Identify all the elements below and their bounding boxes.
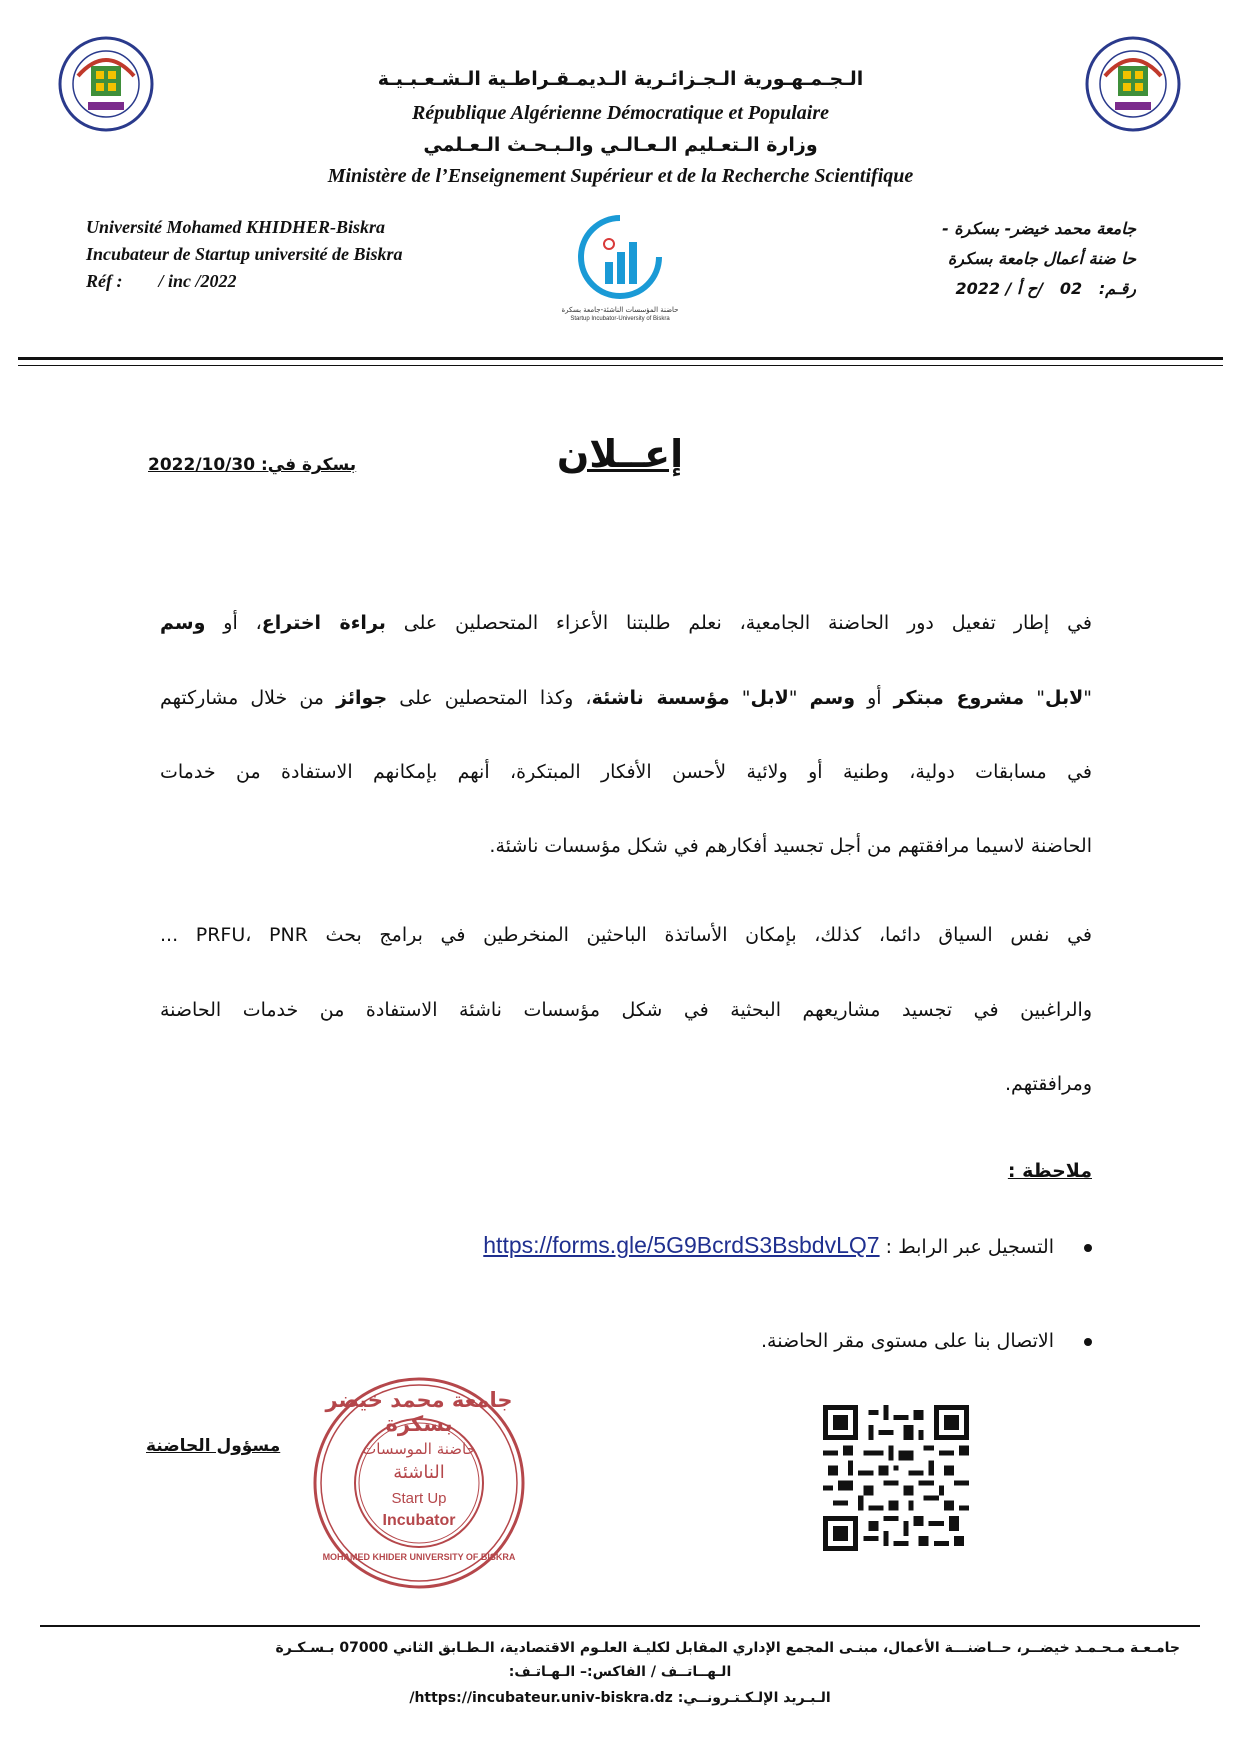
university-name-arabic: جامعة محمد خيضر- بسكرة - bbox=[942, 219, 1136, 238]
paragraph1-line3: في مسابقات دولية، وطنية أو ولائية لأحسن الأفكار المبتكرة، أنهم بإمكانهم الاستفادة من خدمات bbox=[160, 761, 1092, 783]
bullet-dot-icon bbox=[1084, 1244, 1092, 1252]
bullet-contact bbox=[761, 1330, 1092, 1352]
incubator-logo bbox=[548, 212, 692, 323]
header-divider-thick bbox=[18, 357, 1223, 360]
stamp-ring-text-arabic: جامعة محمد خيضر بسكرة bbox=[325, 1388, 513, 1436]
university-block-french bbox=[86, 214, 403, 295]
ministry-arabic: وزارة الـتعـليم الـعـالـي والـبـحـث الـعـلمي bbox=[423, 134, 818, 156]
incubator-name-arabic: حا ضنة أعمال جامعة بسكرة bbox=[947, 249, 1136, 268]
paragraph1-line4: الحاضنة لاسيما مرافقتهم من أجل تجسيد أفكارهم في شكل مؤسسات ناشئة. bbox=[489, 835, 1092, 857]
stamp-center-arabic-1: حاضنة الموسسات bbox=[362, 1440, 476, 1458]
reference-arabic: رقـم: 02 /ح أ / 2022 bbox=[955, 279, 1136, 298]
stamp-ring-text-english: MOHAMED KHIDER UNIVERSITY OF BISKRA bbox=[322, 1552, 516, 1562]
qr-code-icon bbox=[823, 1405, 969, 1551]
university-block-arabic bbox=[816, 214, 1136, 304]
incubator-logo-icon bbox=[575, 212, 665, 302]
paragraph2-line1: في نفس السياق دائما، كذلك، بإمكان الأساتذة الباحثين المنخرطين في برامج بحث PRFU، PNR ... bbox=[160, 924, 1092, 946]
footer-email-website: الـبـريد الإلـكـتـرونــي: https://incubateur.univ-biskra.dz/ bbox=[409, 1690, 831, 1706]
footer-address: جامـعـة مـحـمـد خيضــر، حــاضنـــة الأعمال، مبنـى المجمع الإداري المقابل لكليـة العلـوم الاقتصادية، الـطـابق الثاني 07000 بـسـكـرة bbox=[275, 1640, 1180, 1656]
paragraph1-line2: "لابل" مشروع مبتكر أو وسم "لابل" مؤسسة ناشئة، وكذا المتحصلين على جوائز من خلال مشاركتهم bbox=[160, 687, 1092, 709]
announcement-date: بسكرة في: 2022/10/30 bbox=[148, 455, 357, 475]
footer-phone-fax: الـهــاتــف / الفاكس:– الـهـاتـف: bbox=[508, 1664, 732, 1680]
announcement-title: إعــلان bbox=[556, 432, 684, 476]
note-label: ملاحظة : bbox=[1007, 1160, 1092, 1182]
contact-text: الاتصال بنا على مستوى مقر الحاضنة. bbox=[761, 1330, 1054, 1352]
paragraph2-line3: ومرافقتهم. bbox=[1005, 1073, 1092, 1095]
bullet-dot-icon bbox=[1084, 1338, 1092, 1346]
signature-label: مسؤول الحاضنة bbox=[146, 1436, 281, 1456]
register-text: التسجيل عبر الرابط : bbox=[885, 1236, 1054, 1258]
logo-caption-english: Startup Incubator-University of Biskra bbox=[570, 316, 670, 322]
header-divider-thin bbox=[18, 365, 1223, 366]
stamp-center-english-1: Start Up bbox=[391, 1490, 447, 1507]
paragraph1-line1: في إطار تفعيل دور الحاضنة الجامعية، نعلم طلبتنا الأعزاء المتحصلين على براءة اختراع، أو وسم bbox=[160, 612, 1093, 634]
university-name-french: Université Mohamed KHIDHER-Biskra bbox=[86, 217, 386, 237]
stamp-center-arabic-2: الناشئة bbox=[393, 1462, 445, 1483]
bullet-register bbox=[483, 1232, 1092, 1259]
paragraph2-line2: والراغبين في تجسيد مشاريعهم البحثية في شكل مؤسسات ناشئة الاستفادة من خدمات الحاضنة bbox=[160, 999, 1092, 1021]
registration-link[interactable]: https://forms.gle/5G9BcrdS3BsbdvLQ7 bbox=[483, 1232, 880, 1258]
reference-french: Réf : / inc /2022 bbox=[86, 271, 237, 291]
republic-arabic: الـجـمـهـورية الـجـزائـرية الـديمـقـراطـية الـشـعـبـيـة bbox=[377, 68, 864, 90]
republic-french: République Algérienne Démocratique et Populaire bbox=[411, 102, 830, 124]
incubator-name-french: Incubateur de Startup université de Biskra bbox=[86, 244, 403, 264]
footer-divider bbox=[40, 1625, 1200, 1627]
incubator-stamp bbox=[308, 1372, 530, 1594]
stamp-center-english-2: Incubator bbox=[382, 1512, 456, 1529]
ministry-french: Ministère de l’Enseignement Supérieur et de la Recherche Scientifique bbox=[327, 165, 914, 187]
logo-caption-arabic: حاضنة المؤسسات الناشئة-جامعة بسكرة bbox=[561, 306, 679, 314]
